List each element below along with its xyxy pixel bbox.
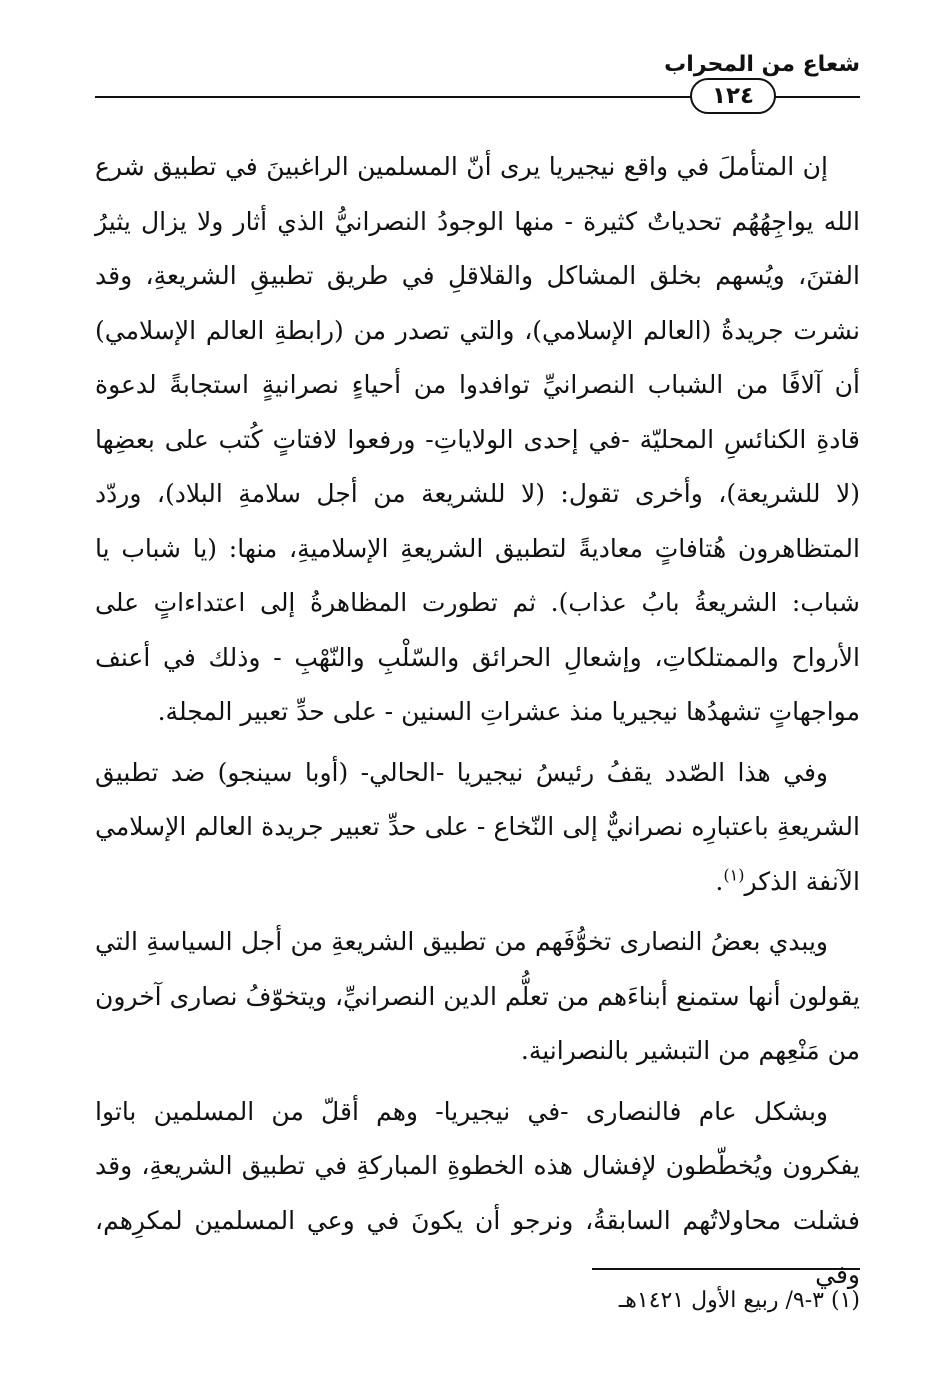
page-number: ١٢٤ xyxy=(690,78,776,114)
paragraph-1: إن المتأملَ في واقع نيجيريا يرى أنّ المسلمين الراغبينَ في تطبيق شرع الله يواجِهُهُم تحدياتٌ كثيرة - منها الوجودُ النصرانيُّ الذي أثار ولا يزال يثيرُ الفتنَ، ويُسهم بخلق المشاكل والقلاقلِ في طريق تطبيقِ الشريعةِ، وقد نشرت جريدةُ (العالم الإسلامي)، والتي تصدر من (رابطةِ العالم الإسلامي) أن آلافًا من الشباب النصرانيِّ توافدوا من أحياءٍ نصرانيةٍ استجابةً لدعوة قادةِ الكنائسِ المحليّة -في إحدى الولاياتِ- ورفعوا لافتاتٍ كُتب على بعضِها (لا للشريعة)، وأخرى تقول: (لا للشريعة من أجل سلامةِ البلاد)، وردّد المتظاهرون هُتافاتٍ معاديةً لتطبيق الشريعةِ الإسلاميةِ، منها: (يا شباب يا شباب: الشريعةُ بابُ عذاب). ثم تطورت المظاهرةُ إلى اعتداءاتٍ على الأرواح والممتلكاتِ، وإشعالِ الحرائق والسّلْبِ والنّهْبِ - وذلك في أعنف مواجهاتٍ تشهدُها نيجيريا منذ عشراتِ السنين - على حدِّ تعبير المجلة. xyxy=(95,152,860,726)
paragraph-2-end: . xyxy=(715,866,724,896)
footnote-reference: (١) xyxy=(723,865,745,885)
running-header-title: شعاع من المحراب xyxy=(664,52,860,77)
paragraph-2-text: وفي هذا الصّدد يقفُ رئيسُ نيجيريا -الحالي- (أوبا سينجو) ضد تطبيق الشريعةِ باعتبارِه نصرانيٌّ إلى النّخاع - على حدِّ تعبير جريدة العالم الإسلامي الآنفة الذكر xyxy=(95,757,860,896)
footnote: (١) ٣-٩/ ربيع الأول ١٤٢١هـ xyxy=(618,1288,860,1313)
body-text xyxy=(95,140,860,1309)
paragraph-2 xyxy=(95,746,860,910)
paragraph-4: وبشكل عام فالنصارى -في نيجيريا- وهم أقلّ من المسلمين باتوا يفكرون ويُخطّطون لإفشال هذه الخطوةِ المباركةِ في تطبيق الشريعةِ، وقد فشلت محاولاتُهم السابقةُ، ونرجو أن يكونَ في وعي المسلمين لمكرِهم، وفي xyxy=(95,1096,860,1289)
paragraph-3: ويبدي بعضُ النصارى تخوُّفَهم من تطبيق الشريعةِ من أجل السياسةِ التي يقولون أنها ستمنع أبناءَهم من تعلُّم الدين النصرانيِّ، ويتخوّفُ نصارى آخرون من مَنْعِهم من التبشير بالنصرانية. xyxy=(95,927,860,1065)
footnote-rule xyxy=(592,1268,860,1270)
